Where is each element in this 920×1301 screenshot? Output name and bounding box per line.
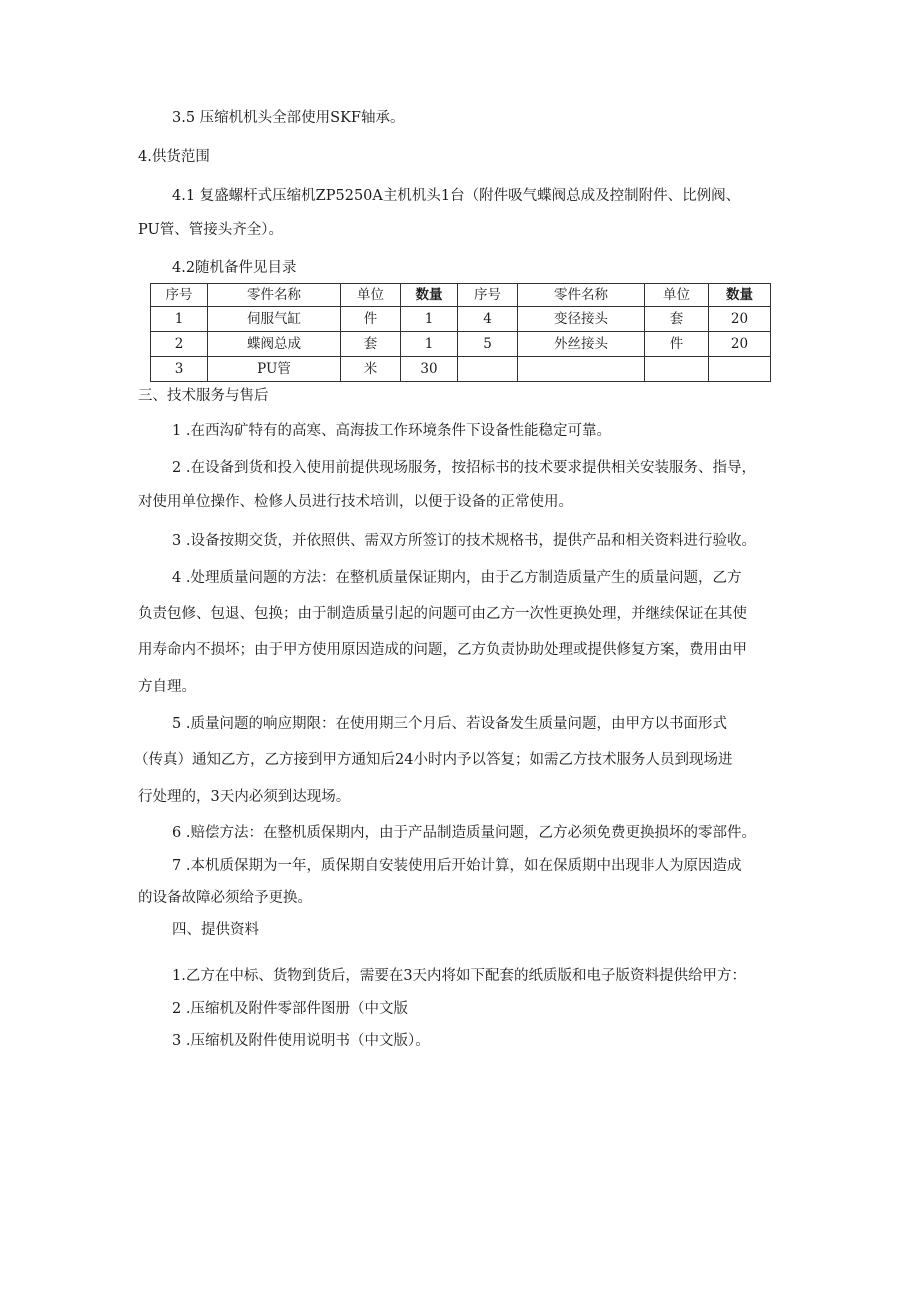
service-item-5-line2: （传真）通知乙方，乙方接到甲方通知后24小时内予以答复；如需乙方技术服务人员到现场进 (134, 752, 733, 768)
table-cell: 1 (401, 307, 458, 332)
table-cell: 5 (458, 332, 518, 357)
table-header-cell: 单位 (341, 284, 401, 307)
table-cell (458, 357, 518, 382)
table-cell: 件 (645, 332, 709, 357)
spare-parts-table (150, 283, 771, 382)
table-cell: 蝶阀总成 (208, 332, 341, 357)
table-cell: 20 (709, 332, 771, 357)
table-cell (518, 357, 645, 382)
clause-4-2: 4.2随机备件见目录 (172, 260, 297, 276)
table-header-cell: 序号 (151, 284, 208, 307)
service-item-7-line2: 的设备故障必须给予更换。 (138, 890, 312, 906)
table-cell: 变径接头 (518, 307, 645, 332)
table-cell: 外丝接头 (518, 332, 645, 357)
table-cell: 30 (401, 357, 458, 382)
table-header-cell: 数量 (401, 284, 458, 307)
section-4-heading: 4.供货范围 (138, 149, 210, 165)
table-cell: 1 (401, 332, 458, 357)
clause-4-1-line2: PU管、管接头齐全）。 (138, 222, 283, 238)
section-3-heading: 三、技术服务与售后 (138, 388, 269, 404)
table-header-cell: 零件名称 (208, 284, 341, 307)
service-item-4-line4: 方自理。 (138, 679, 196, 695)
table-cell (709, 357, 771, 382)
table-cell: 件 (341, 307, 401, 332)
table-cell: 20 (709, 307, 771, 332)
docs-item-3: 3 .压缩机及附件使用说明书（中文版）。 (172, 1033, 430, 1049)
table-cell: 套 (341, 332, 401, 357)
table-header-cell: 单位 (645, 284, 709, 307)
table-header-cell: 序号 (458, 284, 518, 307)
docs-item-2: 2 .压缩机及附件零部件图册（中文版 (172, 1001, 408, 1017)
clause-3-5: 3.5 压缩机机头全部使用SKF轴承。 (172, 110, 405, 126)
service-item-1: 1 .在西沟矿特有的高寒、高海拔工作环境条件下设备性能稳定可靠。 (172, 423, 611, 439)
table-cell: 4 (458, 307, 518, 332)
service-item-4-line3: 用寿命内不损坏；由于甲方使用原因造成的问题，乙方负责协助处理或提供修复方案，费用由甲 (138, 642, 747, 658)
service-item-2-line1: 2 .在设备到货和投入使用前提供现场服务，按招标书的技术要求提供相关安装服务、指导， (172, 460, 756, 476)
table-cell: 2 (151, 332, 208, 357)
table-row (151, 332, 771, 357)
service-item-4-line1: 4 .处理质量问题的方法：在整机质量保证期内，由于乙方制造质量产生的质量问题，乙方 (172, 570, 742, 586)
table-header-cell: 数量 (709, 284, 771, 307)
table-header-row (151, 284, 771, 307)
service-item-7-line1: 7 .本机质保期为一年，质保期自安装使用后开始计算，如在保质期中出现非人为原因造成 (172, 858, 742, 874)
docs-item-1: 1.乙方在中标、货物到货后，需要在3天内将如下配套的纸质版和电子版资料提供给甲方： (172, 968, 747, 984)
table-row (151, 357, 771, 382)
table-cell: 套 (645, 307, 709, 332)
table-row (151, 307, 771, 332)
table-cell: 1 (151, 307, 208, 332)
table-header-cell: 零件名称 (518, 284, 645, 307)
service-item-5-line1: 5 .质量问题的响应期限：在使用期三个月后、若设备发生质量问题，由甲方以书面形式 (172, 716, 727, 732)
table-cell: 伺服气缸 (208, 307, 341, 332)
clause-4-1-line1: 4.1 复盛螺杆式压缩机ZP5250A主机机头1台（附件吸气蝶阀总成及控制附件、比例阀、 (172, 188, 741, 204)
service-item-5-line3: 行处理的，3天内必须到达现场。 (138, 789, 351, 805)
table-cell (645, 357, 709, 382)
table-cell: 3 (151, 357, 208, 382)
section-4b-heading: 四、提供资料 (172, 922, 259, 938)
service-item-4-line2: 负责包修、包退、包换；由于制造质量引起的问题可由乙方一次性更换处理，并继续保证在其使 (138, 606, 747, 622)
service-item-2-line2: 对使用单位操作、检修人员进行技术培训，以便于设备的正常使用。 (138, 494, 573, 510)
table-cell: PU管 (208, 357, 341, 382)
service-item-6: 6 .赔偿方法：在整机质保期内，由于产品制造质量问题，乙方必须免费更换损坏的零部件。 (172, 825, 756, 841)
table-cell: 米 (341, 357, 401, 382)
service-item-3: 3 .设备按期交货，并依照供、需双方所签订的技术规格书，提供产品和相关资料进行验收。 (172, 533, 756, 549)
